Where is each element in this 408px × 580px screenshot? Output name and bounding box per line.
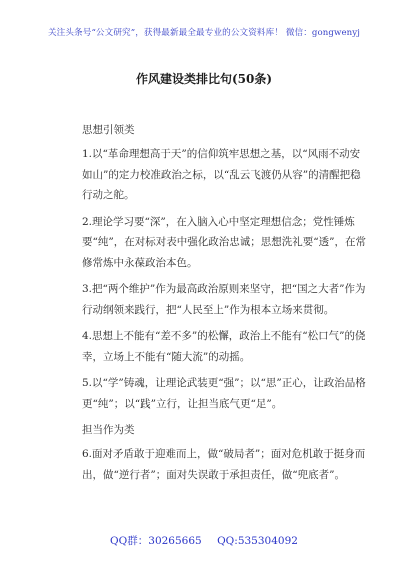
document-title: 作风建设类排比句(50条) <box>135 72 273 86</box>
footer-contact <box>0 533 408 548</box>
qq-group-label: QQ群：30265665 <box>110 535 202 547</box>
paragraph-5: 5.以“学”铸魂，让理论武装更“强”；以“思”正心，让政治品格更“纯”；以“践”立行，让担当底气更“足”。 <box>82 377 366 410</box>
header-banner: 关注头条号“公文研究”，获得最新最全最专业的公文资料库！ 微信：gongwenyj <box>47 28 361 38</box>
section-heading-responsibility: 担当作为类 <box>82 424 135 436</box>
paragraph-3: 3.把“两个维护”作为最高政治原则来坚守，把“国之大者”作为行动纲领来践行，把“人民至上”作为根本立场来贯彻。 <box>82 283 366 316</box>
paragraph-2: 2.理论学习要“深”，在入脑入心中坚定理想信念；党性锤炼要“纯”，在对标对表中强化政治忠诚；思想洗礼要“透”，在常修常炼中永葆政治本色。 <box>82 215 366 269</box>
paragraph-4: 4.思想上不能有“差不多”的松懈，政治上不能有“松口气”的侥幸，立场上不能有“随大流”的动摇。 <box>82 330 366 363</box>
document-body <box>82 120 366 491</box>
section-heading-ideology: 思想引领类 <box>82 124 135 136</box>
paragraph-1: 1.以“革命理想高于天”的信仰筑牢思想之基，以“风雨不动安如山”的定力校准政治之标，以“乱云飞渡仍从容”的清醒把稳行动之舵。 <box>82 148 361 201</box>
qq-label: QQ:535304092 <box>217 535 298 547</box>
paragraph-6: 6.面对矛盾敢于迎难而上，做“破局者”；面对危机敢于挺身而出，做“逆行者”；面对失误敢于承担责任，做“兜底者”。 <box>82 448 366 481</box>
